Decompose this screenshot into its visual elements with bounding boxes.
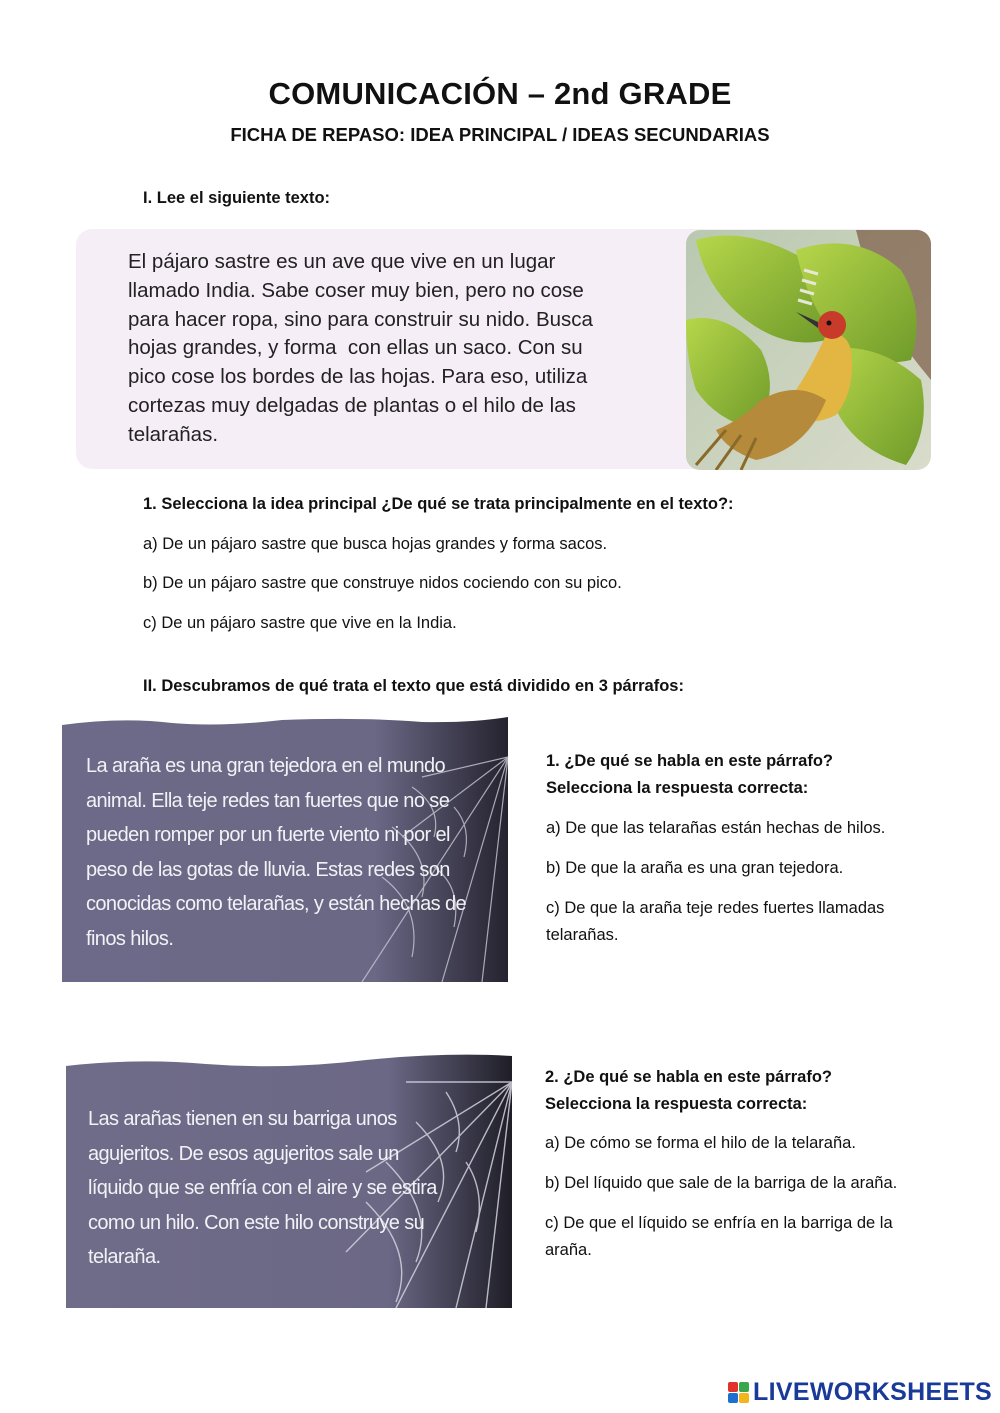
paragraph-line: animal. Ella teje redes tan fuertes que no se [86, 789, 450, 812]
q2-option-c-line1: c) De que el líquido se enfría en la barriga de la [545, 1214, 893, 1232]
question-1-line1: 1. ¿De qué se habla en este párrafo? [546, 752, 834, 770]
q1-option-c-line2: telarañas. [546, 926, 619, 944]
reading-line: llamado India. Sabe coser muy bien, pero no cose [128, 278, 584, 302]
q1-option-c[interactable] [546, 895, 884, 949]
liveworksheets-logo [728, 1378, 992, 1407]
q1-option-b[interactable]: b) De que la araña es una gran tejedora. [546, 859, 844, 877]
reading-passage [128, 248, 628, 450]
tailorbird-illustration [686, 230, 931, 470]
section-1-heading: I. Lee el siguiente texto: [143, 189, 331, 207]
paragraph-line: telaraña. [88, 1246, 161, 1268]
q1-option-a[interactable]: a) De que las telarañas están hechas de hilos. [546, 819, 886, 837]
reading-line: hojas grandes, y forma con ellas un saco. Con su [128, 336, 583, 360]
paragraph-line: como un hilo. Con este hilo construye su [88, 1211, 425, 1234]
q2-option-c[interactable] [545, 1210, 893, 1264]
reading-line: El pájaro sastre es un ave que vive en un lugar [128, 250, 556, 273]
reading-line: cortezas muy delgadas de plantas o el hilo de las [128, 393, 576, 417]
liveworksheets-icon [728, 1382, 750, 1404]
question-1-block [546, 748, 833, 802]
paragraph-line: La araña es una gran tejedora en el mundo [86, 755, 446, 777]
paragraph-1-box [62, 717, 508, 982]
reading-line: para hacer ropa, sino para construir su nido. Busca [128, 307, 593, 331]
paragraph-1-text [86, 749, 486, 956]
option-c[interactable]: c) De un pájaro sastre que vive en la India. [143, 614, 457, 632]
question-2-block [545, 1064, 832, 1118]
option-a[interactable]: a) De un pájaro sastre que busca hojas grandes y forma sacos. [143, 535, 608, 553]
liveworksheets-brand: LIVEWORKSHEETS [753, 1378, 992, 1406]
q2-option-b[interactable]: b) Del líquido que sale de la barriga de la araña. [545, 1174, 898, 1192]
section-2-heading: II. Descubramos de qué trata el texto que está dividido en 3 párrafos: [143, 677, 684, 695]
reading-line: pico cose los bordes de las hojas. Para eso, utiliza [128, 365, 588, 389]
question-2-line2: Selecciona la respuesta correcta: [545, 1095, 808, 1113]
option-b[interactable]: b) De un pájaro sastre que construye nidos cociendo con su pico. [143, 574, 622, 592]
page-subtitle: FICHA DE REPASO: IDEA PRINCIPAL / IDEAS SECUNDARIAS [230, 124, 770, 145]
paragraph-line: Las arañas tienen en su barriga unos [88, 1108, 397, 1130]
paragraph-line: agujeritos. De esos agujeritos sale un [88, 1142, 399, 1165]
paragraph-2-text [88, 1102, 488, 1275]
paragraph-line: peso de las gotas de lluvia. Estas redes son [86, 858, 450, 881]
question-1-line2: Selecciona la respuesta correcta: [546, 779, 809, 797]
paragraph-line: conocidas como telarañas, y están hechas de [86, 893, 467, 915]
question-main-idea: 1. Selecciona la idea principal ¿De qué se trata principalmente en el texto?: [143, 495, 734, 513]
reading-line: telarañas. [128, 422, 219, 446]
paragraph-line: líquido que se enfría con el aire y se estira [88, 1177, 437, 1199]
paragraph-2-box [66, 1052, 512, 1308]
page-title: COMUNICACIÓN – 2nd GRADE [268, 76, 732, 111]
q2-option-c-line2: araña. [545, 1241, 592, 1259]
paragraph-line: pueden romper por un fuerte viento ni por el [86, 824, 450, 846]
question-2-line1: 2. ¿De qué se habla en este párrafo? [545, 1068, 833, 1086]
paragraph-line: finos hilos. [86, 927, 174, 950]
q2-option-a[interactable]: a) De cómo se forma el hilo de la telaraña. [545, 1134, 856, 1152]
q1-option-c-line1: c) De que la araña teje redes fuertes llamadas [546, 899, 885, 917]
